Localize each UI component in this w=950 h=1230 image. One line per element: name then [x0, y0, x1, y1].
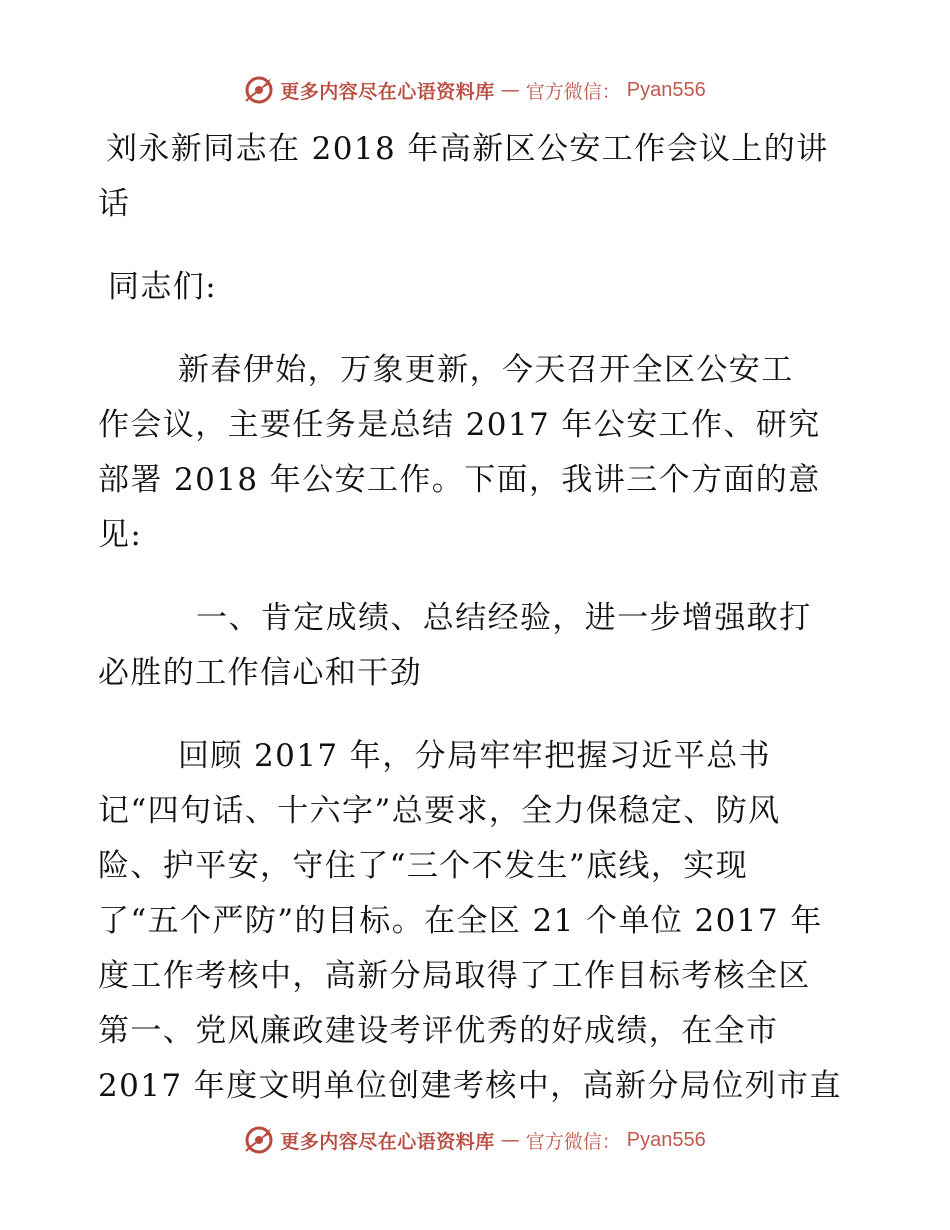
paragraph-line: 记“四句话、十六字”总要求，全力保稳定、防风	[98, 793, 781, 829]
footer-banner	[0, 1120, 950, 1160]
paragraph-review	[98, 729, 860, 1114]
heading-line: 必胜的工作信心和干劲	[98, 655, 422, 691]
banner-wechat-label: 官方微信：	[525, 1130, 621, 1153]
paragraph-line: 度工作考核中，高新分局取得了工作目标考核全区	[98, 958, 811, 994]
document-title	[98, 122, 860, 232]
title-line: 刘永新同志在 2018 年高新区公安工作会议上的讲	[106, 131, 829, 167]
paragraph-line: 见:	[98, 517, 143, 553]
document-body	[98, 122, 860, 1114]
banner-wechat-label: 官方微信：	[525, 80, 621, 103]
banner-dash: —	[500, 1129, 520, 1151]
paragraph-line: 了“五个严防”的目标。在全区 21 个单位 2017 年	[98, 903, 823, 939]
paragraph-line: 部署 2018 年公安工作。下面，我讲三个方面的意	[98, 462, 821, 498]
banner-wechat-id: Pyan556	[626, 78, 706, 101]
banner-site-name: 更多内容尽在心语资料库	[280, 1130, 495, 1153]
banner-site-name: 更多内容尽在心语资料库	[280, 80, 495, 103]
paragraph-intro	[98, 343, 860, 563]
paragraph-line: 2017 年度文明单位创建考核中，高新分局位列市直	[98, 1068, 842, 1104]
paragraph-line: 作会议，主要任务是总结 2017 年公安工作、研究	[98, 407, 821, 443]
quill-circle-icon	[244, 1125, 274, 1155]
greeting: 同志们:	[108, 269, 218, 305]
paragraph-line: 新春伊始，万象更新，今天召开全区公安工	[178, 352, 794, 388]
title-line: 话	[98, 186, 131, 222]
banner-content	[244, 1125, 706, 1155]
paragraph-line: 回顾 2017 年，分局牢牢把握习近平总书	[178, 738, 771, 774]
quill-circle-icon	[244, 75, 274, 105]
heading-line: 一、肯定成绩、总结经验，进一步增强敢打	[196, 600, 812, 636]
section-heading-1	[98, 591, 860, 701]
paragraph-line: 第一、党风廉政建设考评优秀的好成绩，在全市	[98, 1013, 779, 1049]
header-banner	[0, 70, 950, 110]
banner-dash: —	[500, 79, 520, 101]
banner-wechat-id: Pyan556	[626, 1128, 706, 1151]
paragraph-line: 险、护平安，守住了“三个不发生”底线，实现	[98, 848, 749, 884]
banner-content	[244, 75, 706, 105]
